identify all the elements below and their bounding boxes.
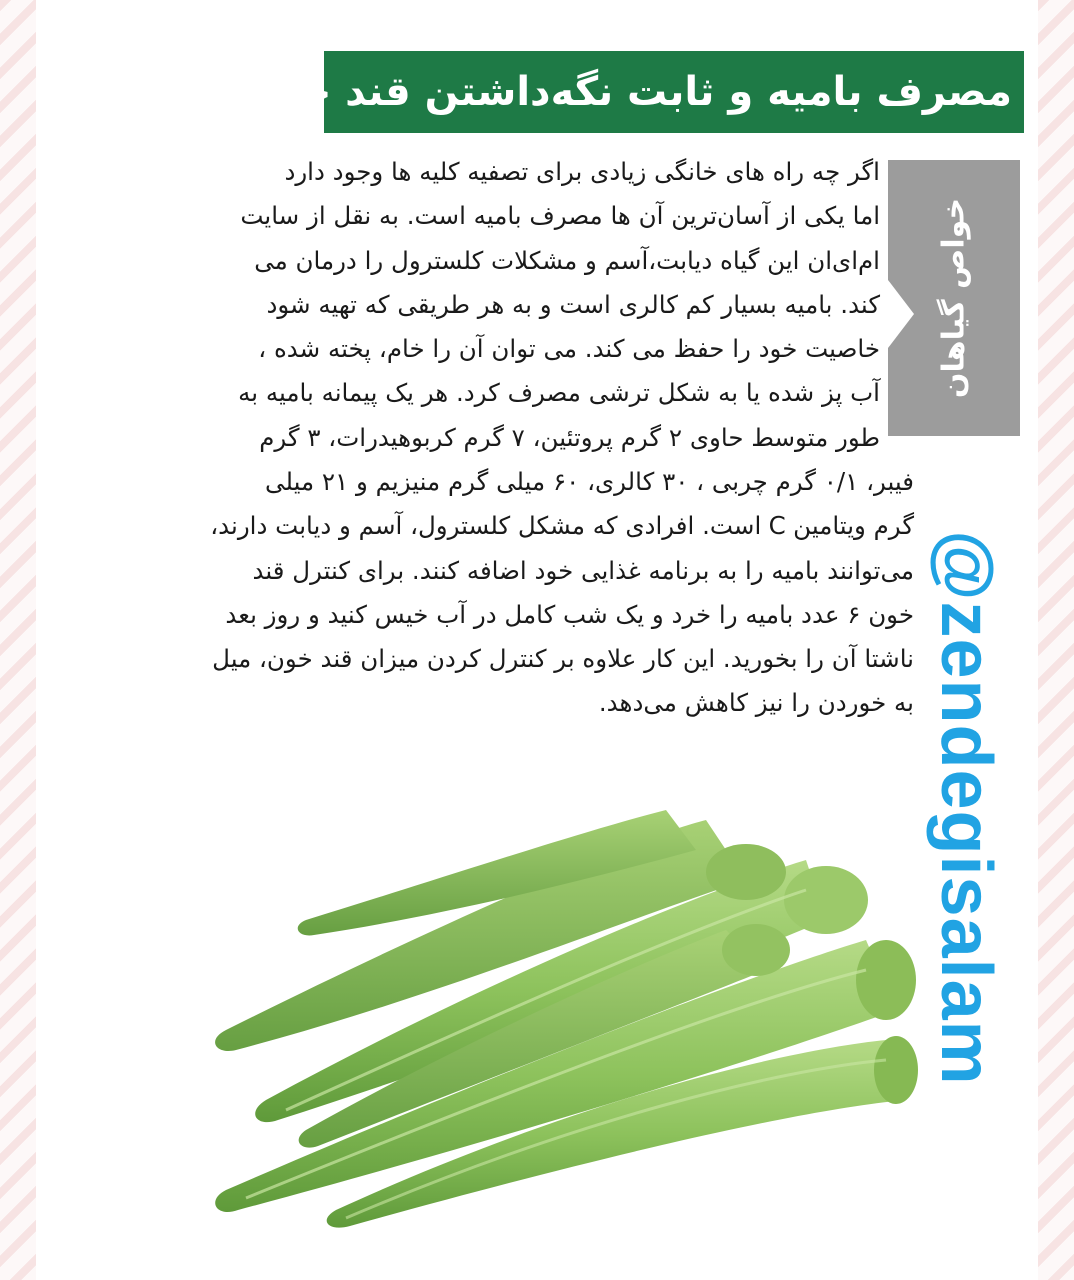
text-line: اگر چه راه های خانگی زیادی برای تصفیه کلیه ها وجود دارد — [284, 157, 880, 186]
text-line: به خوردن را نیز کاهش می‌دهد. — [598, 688, 914, 718]
text-line: خون ۶ عدد بامیه را خرد و یک شب کامل در آب خیس کنید و روز بعد — [225, 599, 914, 629]
text-line: گرم ویتامین C است. افرادی که مشکل کلسترول، آسم و دیابت دارند، — [210, 511, 914, 541]
text-line: خاصیت خود را حفظ می کند. می توان آن را خام، پخته شده ، — [258, 334, 880, 364]
text-line: اما یکی از آسان‌ترین آن ها مصرف بامیه است. به نقل از سایت — [240, 201, 880, 231]
text-line: ام‌ای‌ان این گیاه دیابت،آسم و مشکلات کلسترول را درمان می — [254, 245, 880, 275]
article-body-top — [104, 150, 880, 460]
text-line: طور متوسط حاوی ۲ گرم پروتئین، ۷ گرم کربوهیدرات، ۳ گرم — [259, 422, 880, 452]
watermark-handle: @zendegisalam — [926, 530, 1006, 1086]
watermark — [916, 478, 1016, 1138]
text-line: کند. بامیه بسیار کم کالری است و به هر طریقی که تهیه شود — [266, 289, 880, 319]
text-line: آب پز شده یا به شکل ترشی مصرف کرد. هر یک پیمانه بامیه به — [238, 378, 880, 408]
okra-photo — [106, 800, 914, 1232]
category-tag — [888, 160, 1020, 436]
article-body-bottom — [104, 460, 914, 726]
tag-notch — [888, 280, 914, 348]
text-line: می‌توانند بامیه را به برنامه غذایی خود اضافه کنند. برای کنترل قند — [252, 555, 914, 585]
text-line: فیبر، ۰/۱ گرم چربی ، ۳۰ کالری، ۶۰ میلی گرم منیزیم و ۲۱ میلی — [265, 467, 914, 496]
text-line: ناشتا آن را بخورید. این کار علاوه بر کنترل کردن میزان قند خون، میل — [212, 644, 914, 674]
right-stripe-border — [1038, 0, 1074, 1280]
category-tag-label: خواص گیاهان — [936, 197, 972, 399]
left-stripe-border — [0, 0, 36, 1280]
okra-illustration — [106, 800, 914, 1232]
article-title: مصرف بامیه و ثابت نگه‌داشتن قند خون — [324, 51, 1024, 133]
